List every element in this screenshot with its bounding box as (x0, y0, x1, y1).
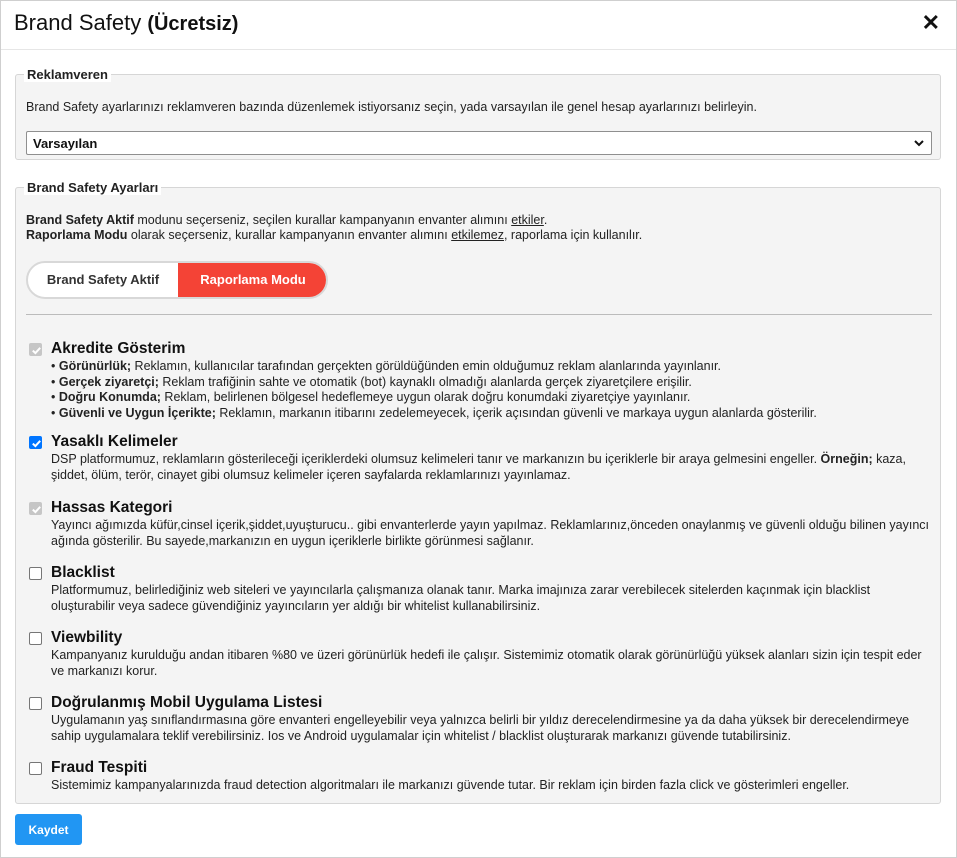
rule-bullet: • Gerçek ziyaretçi; Reklam trafiğinin sahte ve otomatik (bot) kaynaklı olmadığı alanlarda gerçek ziyaretçilere erişilir. (51, 374, 692, 389)
settings-fieldset (15, 180, 941, 804)
rule-bullet: • Güvenli ve Uygun İçerikte; Reklamın, markanın itibarını zedelemeyecek, içerik açısından güvenli ve markaya uygun alanlarda gösterilir. (51, 405, 817, 420)
rule-title: Hassas Kategori (51, 499, 173, 516)
bullet-dot-icon: • (51, 359, 59, 373)
chevron-down-icon (913, 137, 925, 152)
rule-title: Blacklist (51, 564, 115, 581)
advertiser-fieldset (15, 67, 941, 160)
modal-title (14, 10, 238, 36)
rule-title: Viewbility (51, 629, 123, 646)
mode-info-line-2: Raporlama Modu olarak seçerseniz, kurallar kampanyanın envanter alımını etkilemez, raporlama için kullanılır. (26, 228, 643, 242)
rule-description: Uygulamanın yaş sınıflandırmasına göre envanteri engelleyebilir veya yalnızca belirli bir yıldız derecelendirmesine ya da daha yüksek bir derecelendirmeye sahip uygulamalara teklif verebilirsiniz. Ios ve Android uygulamalar için whitelist / blacklist oluşturarak markanızı güvende tutabilirsiniz. (51, 713, 910, 743)
mode-info-line-1: Brand Safety Aktif modunu seçerseniz, seçilen kurallar kampanyanın envanter alımını etkiler. (26, 213, 548, 227)
divider (26, 314, 932, 315)
advertiser-description: Brand Safety ayarlarınızı reklamveren bazında düzenlemek istiyorsanız seçin, yada varsayılan ile genel hesap ayarlarınızı belirleyin. (26, 100, 757, 114)
rule-title: Akredite Gösterim (51, 340, 186, 357)
advertiser-legend: Reklamveren (24, 67, 111, 82)
rule-title: Doğrulanmış Mobil Uygulama Listesi (51, 694, 323, 711)
toggle-reporting-mode[interactable]: Raporlama Modu (178, 263, 328, 297)
mode-toggle (26, 261, 328, 299)
save-button[interactable]: Kaydet (15, 814, 82, 845)
modal-title-text: Brand Safety (14, 10, 142, 35)
bullet-dot-icon: • (51, 390, 59, 404)
rule-description (51, 359, 931, 421)
rule-title: Fraud Tespiti (51, 759, 148, 776)
rule-checkbox[interactable] (29, 632, 42, 645)
rule-checkbox[interactable] (29, 567, 42, 580)
settings-legend: Brand Safety Ayarları (24, 180, 161, 195)
rule-title: Yasaklı Kelimeler (51, 433, 178, 450)
rule-bullet: • Doğru Konumda; Reklam, belirlenen bölgesel hedeflemeye uygun olarak doğru konumdaki ziyaretçiye yayınlanır. (51, 390, 691, 404)
bullet-dot-icon: • (51, 405, 59, 420)
rule-bullet: • Görünürlük; Reklamın, kullanıcılar tarafından gerçekten görüldüğünden emin olduğumuz reklam alanlarında yayınlanır. (51, 359, 722, 373)
toggle-brand-safety-active[interactable]: Brand Safety Aktif (46, 272, 160, 287)
rule-description: Kampanyanız kurulduğu andan itibaren %80 ve üzeri görünürlük hedefi ile çalışır. Sistemimiz otomatik olarak görünürlüğü yüksek alanları sizin için tespit eder ve markanızı korur. (51, 648, 922, 678)
rule-checkbox[interactable] (29, 762, 42, 775)
rule-checkbox[interactable] (29, 697, 42, 710)
rule-description: Yayıncı ağımızda küfür,cinsel içerik,şiddet,uyuşturucu.. gibi envanterlerde yayın yapılmaz. Reklamlarınız,önceden onaylanmış ve güvenli olduğu bilinen yayıncı ağında gösterilir. Bu sayede,markanızın en uygun içeriklerle birlikte görünmesi sağlanır. (51, 518, 930, 548)
advertiser-select[interactable] (26, 131, 932, 155)
modal-header (1, 1, 956, 50)
modal-title-suffix: (Ücretsiz) (147, 13, 239, 35)
rule-description: DSP platformumuz, reklamların gösterileceği içeriklerdeki olumsuz kelimeleri tanır ve markanızın bu içeriklerle bir araya gelmesini engeller. Örneğin; kaza, şiddet, ölüm, terör, cinayet gibi olumsuz kelimeler içeren sayfalarda reklamlarınızı yayınlamaz. (51, 452, 906, 482)
rule-checkbox[interactable] (29, 436, 42, 449)
bullet-dot-icon: • (51, 374, 59, 389)
rule-checkbox (29, 502, 42, 515)
mode-info (26, 213, 642, 243)
close-icon[interactable]: ✕ (921, 10, 940, 35)
rule-description: Platformumuz, belirlediğiniz web siteleri ve yayıncılarla çalışmanıza olanak tanır. Marka imajınıza zarar verebilecek sitelerden kaçınmak için blacklist oluşturabilir veya sadece güvendiğiniz yayıncıların yer aldığı bir whitelist kullanabilirsiniz. (51, 583, 871, 613)
rule-description: Sistemimiz kampanyalarınızda fraud detection algoritmaları ile markanızı güvende tutar. Bir reklam için birden fazla click ve gösterimleri engeller. (51, 778, 850, 792)
rule-checkbox (29, 343, 42, 356)
advertiser-select-value: Varsayılan (33, 136, 98, 151)
